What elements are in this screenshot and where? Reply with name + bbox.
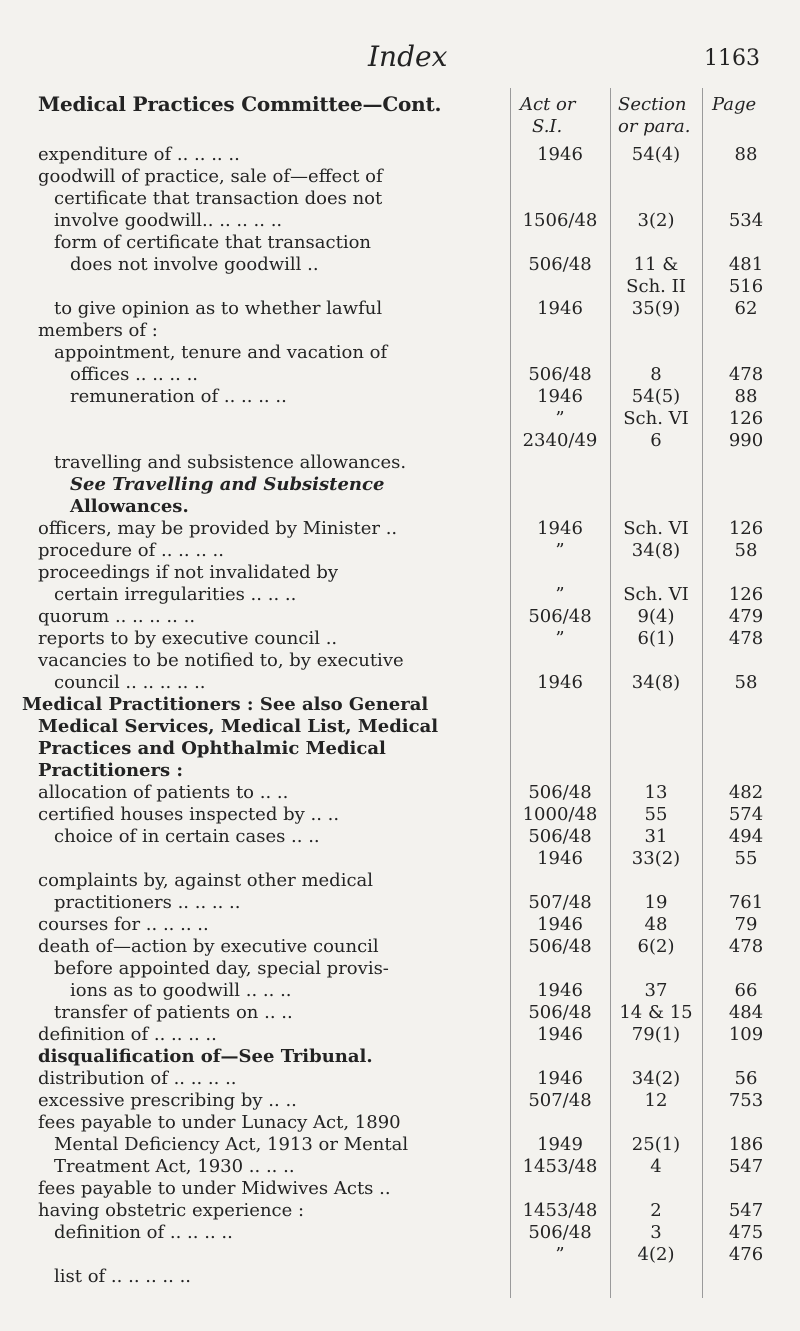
act-cell: 1946 [537, 386, 583, 407]
index-line: courses for .. .. .. .. [38, 914, 209, 935]
index-line: death of—action by executive council [38, 936, 379, 957]
act-cell: ” [555, 1244, 565, 1265]
page-cell: 574 [728, 804, 764, 825]
section-cell: 12 [644, 1090, 668, 1111]
page-cell: 478 [728, 628, 764, 649]
section-cell: 48 [644, 914, 668, 935]
section-column-header [618, 94, 690, 138]
page-cell: 62 [734, 298, 758, 319]
index-line: transfer of patients on .. .. [54, 1002, 293, 1023]
page-cell: 126 [728, 584, 764, 605]
page-cell: 126 [728, 408, 764, 429]
index-line: expenditure of .. .. .. .. [38, 144, 240, 165]
index-line: allocation of patients to .. .. [38, 782, 289, 803]
section-cell: 54(4) [631, 144, 681, 165]
act-cell: 2340/49 [522, 430, 598, 451]
index-line: officers, may be provided by Minister .. [38, 518, 398, 539]
page-cell: 56 [734, 1068, 758, 1089]
page-header-line: Page [712, 94, 757, 115]
index-line: fees payable to under Midwives Acts .. [38, 1178, 391, 1199]
section-cell: 34(8) [631, 672, 681, 693]
index-line: goodwill of practice, sale of—effect of [38, 166, 383, 187]
section-title: Medical Practices Committee—Cont. [38, 92, 442, 116]
page-cell: 761 [728, 892, 764, 913]
page-cell: 990 [728, 430, 764, 451]
act-cell: 506/48 [528, 254, 592, 275]
page-cell: 479 [728, 606, 764, 627]
index-line: choice of in certain cases .. .. [54, 826, 320, 847]
index-line: remuneration of .. .. .. .. [70, 386, 287, 407]
page-cell: 753 [728, 1090, 764, 1111]
index-line: having obstetric experience : [38, 1200, 305, 1221]
page-cell: 516 [728, 276, 764, 297]
index-line: fees payable to under Lunacy Act, 1890 [38, 1112, 401, 1133]
index-header: Index [368, 40, 448, 73]
index-line: distribution of .. .. .. .. [38, 1068, 237, 1089]
act-cell: 1946 [537, 1068, 583, 1089]
act-header-line: S.I. [532, 116, 563, 137]
section-cell: 2 [650, 1200, 662, 1221]
act-cell: ” [555, 584, 565, 605]
page-cell: 66 [734, 980, 758, 1001]
page-cell: 109 [728, 1024, 764, 1045]
section-header-line: Section [618, 94, 687, 115]
page-number: 1163 [704, 46, 760, 71]
act-cell: 506/48 [528, 606, 592, 627]
section-cell: 34(8) [631, 540, 681, 561]
act-cell: 506/48 [528, 782, 592, 803]
index-line: procedure of .. .. .. .. [38, 540, 224, 561]
index-line: quorum .. .. .. .. .. [38, 606, 196, 627]
section-header-line: or para. [618, 116, 691, 137]
section-cell: Sch. VI [623, 518, 689, 539]
index-line: Practitioners : [38, 760, 184, 781]
act-cell: ” [555, 540, 565, 561]
act-cell: 1946 [537, 518, 583, 539]
index-line: list of .. .. .. .. .. [54, 1266, 192, 1287]
section-cell: Sch. VI [623, 408, 689, 429]
section-cell: 79(1) [631, 1024, 681, 1045]
index-line: form of certificate that transaction [54, 232, 372, 253]
index-line: Medical Practitioners : See also General [22, 694, 429, 715]
section-cell: 14 & 15 [619, 1002, 693, 1023]
act-cell: 1946 [537, 672, 583, 693]
act-cell: 506/48 [528, 364, 592, 385]
act-cell: 506/48 [528, 1002, 592, 1023]
index-line: offices .. .. .. .. [70, 364, 199, 385]
index-line: proceedings if not invalidated by [38, 562, 339, 583]
page-cell: 481 [728, 254, 764, 275]
section-cell: 6 [650, 430, 662, 451]
act-cell: 506/48 [528, 936, 592, 957]
page-cell: 476 [728, 1244, 764, 1265]
section-cell: 37 [644, 980, 668, 1001]
page-cell: 484 [728, 1002, 764, 1023]
act-cell: 1946 [537, 144, 583, 165]
section-cell: Sch. II [626, 276, 686, 297]
index-line: reports to by executive council .. [38, 628, 338, 649]
index-line: complaints by, against other medical [38, 870, 374, 891]
index-line: certified houses inspected by .. .. [38, 804, 340, 825]
index-line: members of : [38, 320, 158, 341]
index-line: involve goodwill.. .. .. .. .. [54, 210, 283, 231]
section-cell: 55 [644, 804, 668, 825]
page-cell: 478 [728, 936, 764, 957]
page-cell: 186 [728, 1134, 764, 1155]
index-line: appointment, tenure and vacation of [54, 342, 388, 363]
act-cell: ” [555, 408, 565, 429]
section-cell: 3 [650, 1222, 662, 1243]
index-line: Allowances. [70, 496, 189, 517]
act-cell: 1506/48 [522, 210, 598, 231]
index-line: does not involve goodwill .. [70, 254, 319, 275]
act-cell: 1949 [537, 1134, 583, 1155]
act-cell: 1000/48 [522, 804, 598, 825]
page-cell: 58 [734, 672, 758, 693]
act-cell: 1946 [537, 914, 583, 935]
act-cell: 1453/48 [522, 1156, 598, 1177]
act-cell: 507/48 [528, 1090, 592, 1111]
index-line: vacancies to be notified to, by executive [38, 650, 404, 671]
index-line: certificate that transaction does not [54, 188, 383, 209]
act-cell: 1946 [537, 298, 583, 319]
section-cell: 34(2) [631, 1068, 681, 1089]
act-cell: 1946 [537, 848, 583, 869]
index-line: excessive prescribing by .. .. [38, 1090, 297, 1111]
act-cell: 1946 [537, 1024, 583, 1045]
act-cell: 1946 [537, 980, 583, 1001]
page-cell: 478 [728, 364, 764, 385]
section-cell: 13 [644, 782, 668, 803]
section-cell: 9(4) [637, 606, 675, 627]
section-cell: 11 & [633, 254, 679, 275]
section-cell: 8 [650, 364, 662, 385]
index-line: travelling and subsistence allowances. [54, 452, 407, 473]
page-cell: 79 [734, 914, 758, 935]
section-cell: 35(9) [631, 298, 681, 319]
index-line: to give opinion as to whether lawful [54, 298, 383, 319]
index-line: definition of .. .. .. .. [54, 1222, 233, 1243]
section-cell: 25(1) [631, 1134, 681, 1155]
section-cell: 31 [644, 826, 668, 847]
act-column-header [520, 94, 575, 138]
section-cell: 6(2) [637, 936, 675, 957]
index-line: Practices and Ophthalmic Medical [38, 738, 386, 759]
index-line: Mental Deficiency Act, 1913 or Mental [54, 1134, 409, 1155]
section-cell: Sch. VI [623, 584, 689, 605]
page-column-header [712, 94, 756, 116]
section-cell: 3(2) [637, 210, 675, 231]
index-line: disqualification of—See Tribunal. [38, 1046, 373, 1067]
act-header-line: Act or [520, 94, 576, 115]
section-cell: 4(2) [637, 1244, 675, 1265]
index-line: See Travelling and Subsistence [70, 474, 385, 495]
act-cell: 506/48 [528, 1222, 592, 1243]
page-cell: 547 [728, 1200, 764, 1221]
page-cell: 547 [728, 1156, 764, 1177]
index-line: ions as to goodwill .. .. .. [70, 980, 292, 1001]
page-cell: 494 [728, 826, 764, 847]
page-cell: 482 [728, 782, 764, 803]
page-cell: 475 [728, 1222, 764, 1243]
page-cell: 55 [734, 848, 758, 869]
section-cell: 6(1) [637, 628, 675, 649]
section-cell: 33(2) [631, 848, 681, 869]
act-cell: ” [555, 628, 565, 649]
section-cell: 4 [650, 1156, 662, 1177]
section-cell: 54(5) [631, 386, 681, 407]
page-cell: 534 [728, 210, 764, 231]
index-line: council .. .. .. .. .. [54, 672, 206, 693]
index-line: Medical Services, Medical List, Medical [38, 716, 439, 737]
section-cell: 19 [644, 892, 668, 913]
act-cell: 507/48 [528, 892, 592, 913]
page-cell: 88 [734, 386, 758, 407]
index-line: certain irregularities .. .. .. [54, 584, 297, 605]
act-cell: 506/48 [528, 826, 592, 847]
index-line: definition of .. .. .. .. [38, 1024, 217, 1045]
act-cell: 1453/48 [522, 1200, 598, 1221]
page-cell: 88 [734, 144, 758, 165]
index-line: practitioners .. .. .. .. [54, 892, 241, 913]
index-line: Treatment Act, 1930 .. .. .. [54, 1156, 295, 1177]
page-cell: 126 [728, 518, 764, 539]
index-line: before appointed day, special provis- [54, 958, 389, 979]
page-cell: 58 [734, 540, 758, 561]
